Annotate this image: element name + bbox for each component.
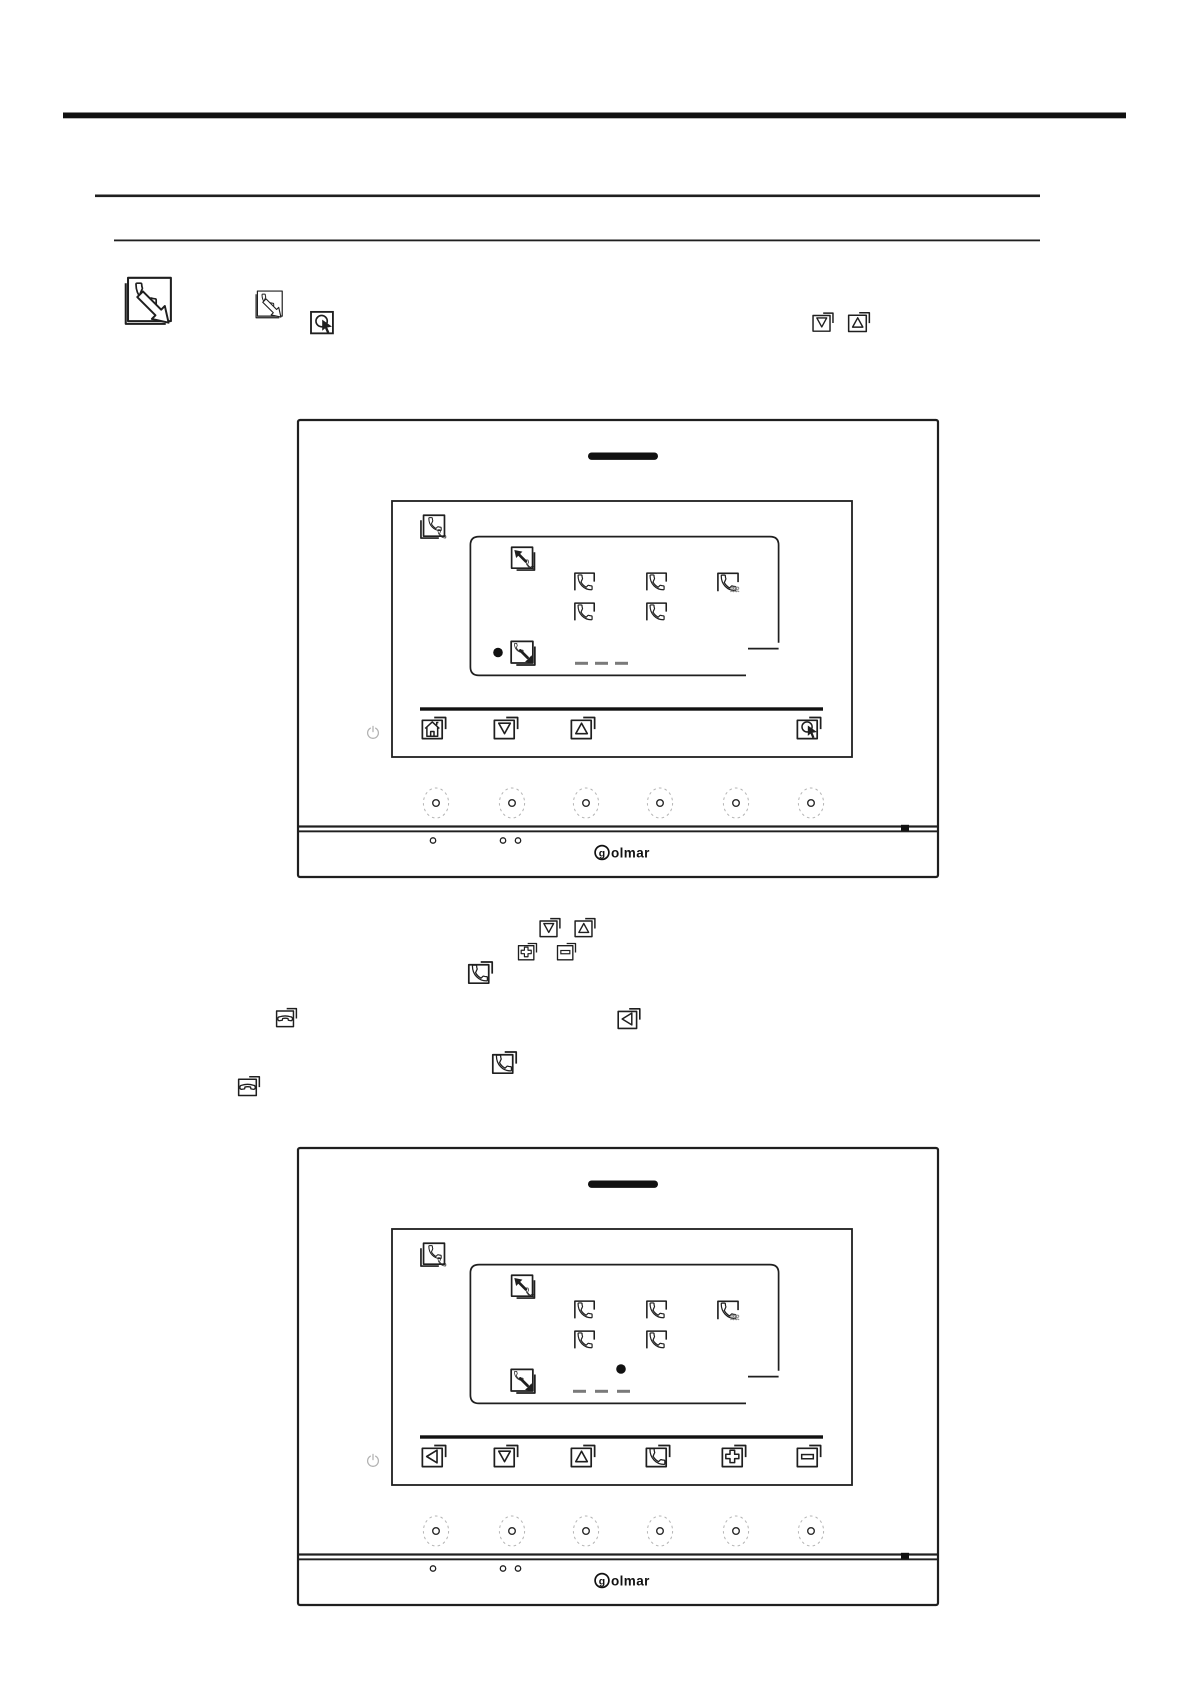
extension-phone-icon (575, 1331, 594, 1348)
bezel-mark (901, 825, 909, 831)
hangup-key-icon (277, 1009, 297, 1027)
extension-phone-icon (575, 603, 594, 620)
subsection-rule (114, 240, 1040, 242)
minus-key-icon (558, 944, 576, 960)
power-icon (368, 726, 379, 738)
capacitive-led (723, 788, 748, 818)
selection-bullet (493, 648, 503, 658)
bezel-mark (901, 1553, 909, 1559)
call-received-icon (512, 1275, 535, 1298)
arrow-up-key-icon (571, 718, 594, 739)
hangup-key-icon (239, 1077, 260, 1096)
header-rule-thick (63, 113, 1126, 119)
selection-bullet (616, 1364, 626, 1374)
call-send-icon (511, 641, 535, 665)
code-placeholder-dashes (575, 662, 628, 665)
phone-key-icon (493, 1052, 516, 1073)
capacitive-led-row (423, 1516, 823, 1546)
logo-text: olmar (611, 1573, 650, 1589)
capacitive-led (499, 1516, 524, 1546)
section-rule (95, 195, 1040, 198)
intro-icons (126, 278, 870, 334)
community-phone-icon (718, 1301, 739, 1320)
call-received-icon (512, 547, 535, 570)
golmar-logo (595, 1574, 650, 1589)
microphone-holes (430, 838, 520, 843)
bezel-line (298, 830, 938, 832)
plus-key-icon (519, 944, 537, 960)
key-row-divider (420, 1435, 823, 1438)
code-placeholder-dashes (573, 1390, 630, 1393)
capacitive-led (723, 1516, 748, 1546)
intercom-mode-icon (421, 515, 446, 538)
monitor-bottom-illustration (298, 1148, 938, 1605)
back-key-icon (618, 1009, 640, 1029)
step-instruction-icons (239, 919, 640, 1096)
call-send-icon (511, 1369, 535, 1393)
arrow-up-key-icon (849, 313, 870, 332)
monitor-body (298, 420, 938, 877)
minus-key-icon (797, 1446, 820, 1467)
arrow-up-key-icon (575, 919, 595, 937)
touch-select-icon (311, 312, 333, 333)
microphone-holes (430, 1566, 520, 1571)
community-phone-icon (718, 573, 739, 592)
speaker-grille (588, 1181, 658, 1188)
monitor-top-illustration (298, 420, 938, 877)
arrow-down-key-icon (494, 718, 517, 739)
speaker-grille (588, 453, 658, 460)
bezel-line (298, 825, 938, 827)
intercom-transfer-small-icon (256, 291, 282, 318)
intercom-transfer-large-icon (126, 278, 171, 324)
front-panel (392, 501, 852, 757)
back-key-icon (422, 1446, 445, 1467)
bezel-line (298, 1558, 938, 1560)
touch-select-key-icon (797, 718, 820, 739)
extension-phone-icon (647, 603, 666, 620)
capacitive-led (573, 788, 598, 818)
header-rules (63, 113, 1126, 242)
capacitive-led (423, 1516, 448, 1546)
arrow-down-key-icon (813, 313, 833, 331)
capacitive-led (647, 788, 672, 818)
plus-key-icon (722, 1446, 745, 1467)
capacitive-led (499, 788, 524, 818)
monitor-body (298, 1148, 938, 1605)
extension-phone-icon (647, 1301, 666, 1318)
logo-g: g (598, 1575, 606, 1588)
key-row-divider (420, 707, 823, 710)
golmar-logo (595, 846, 650, 861)
bezel-line (298, 1553, 938, 1555)
logo-text: olmar (611, 845, 650, 861)
extension-phone-icon (647, 573, 666, 590)
capacitive-led (647, 1516, 672, 1546)
phone-key-icon (469, 962, 492, 983)
arrow-down-key-icon (494, 1446, 517, 1467)
logo-g: g (598, 847, 606, 860)
capacitive-led (573, 1516, 598, 1546)
capacitive-led (423, 788, 448, 818)
capacitive-led (798, 788, 823, 818)
home-key-icon (422, 718, 445, 739)
arrow-down-key-icon (540, 919, 560, 937)
capacitive-led-row (423, 788, 823, 818)
intercom-mode-icon (421, 1243, 446, 1266)
power-icon (368, 1454, 379, 1466)
arrow-up-key-icon (571, 1446, 594, 1467)
front-panel (392, 1229, 852, 1485)
phone-key-icon (646, 1446, 669, 1467)
extension-phone-icon (647, 1331, 666, 1348)
capacitive-led (798, 1516, 823, 1546)
extension-phone-icon (575, 573, 594, 590)
extension-phone-icon (575, 1301, 594, 1318)
